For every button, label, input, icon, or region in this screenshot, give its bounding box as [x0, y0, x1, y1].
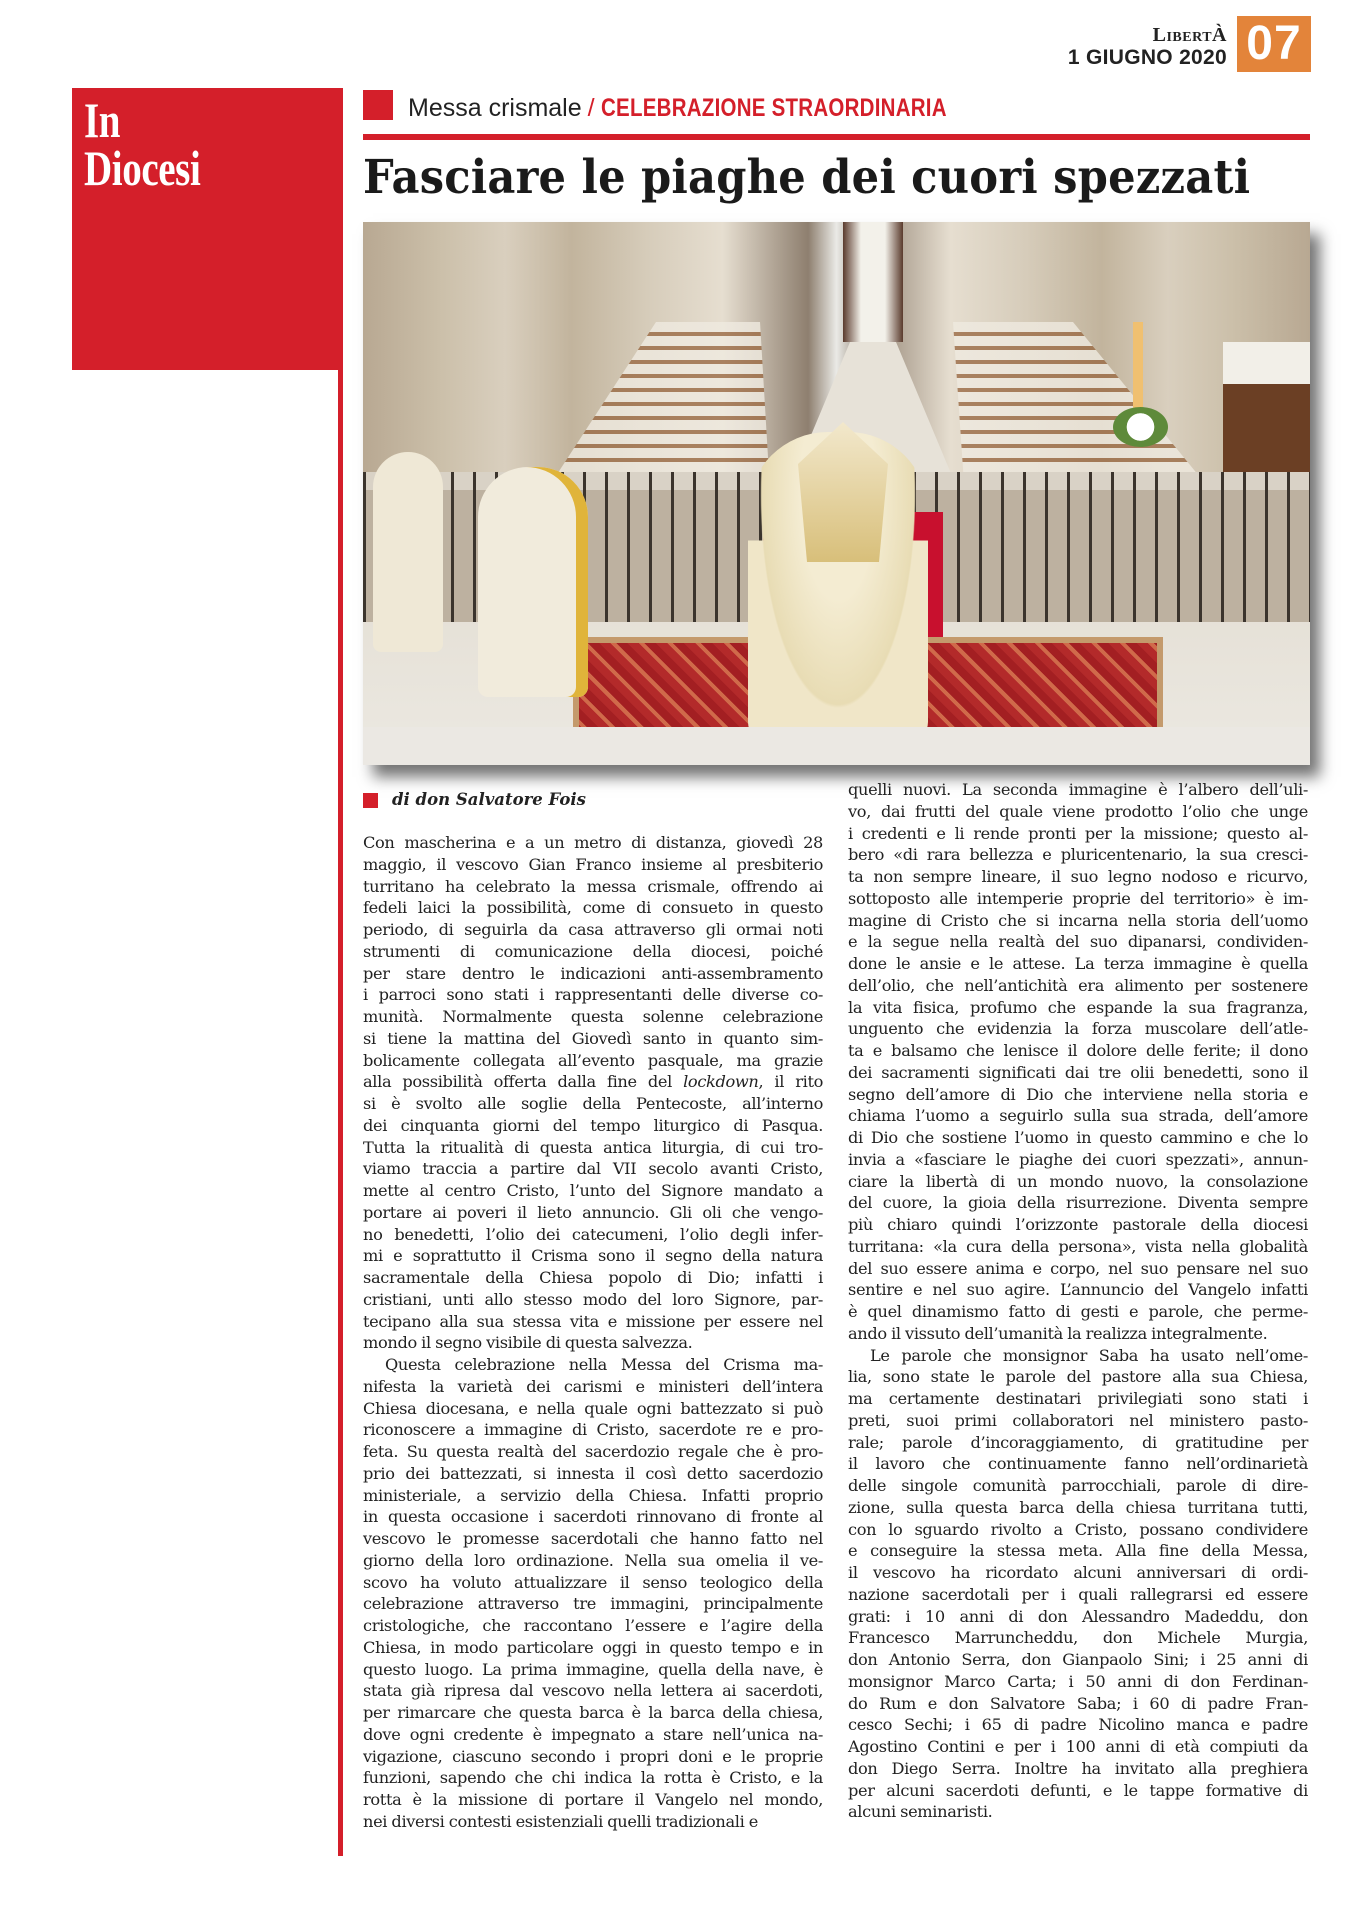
article-line: per alcuni sacerdoti defunti, e le tappe formative di	[848, 1780, 1308, 1800]
photo-door	[843, 222, 903, 342]
article-line: strumenti di comunicazione della diocesi, poiché	[363, 941, 823, 961]
article-line: portare ai poveri il lieto annuncio. Gli oli che vengo-	[363, 1202, 823, 1222]
article-line: stata già ripresa dal vescovo nella lettera ai sacerdoti,	[363, 1681, 823, 1701]
article-line: la vita fisica, profumo che espande la sua fragranza,	[848, 997, 1308, 1017]
byline: di don Salvatore Fois	[392, 790, 586, 809]
article-headline: Fasciare le piaghe dei cuori spezzati	[363, 150, 1251, 205]
article-line: segno dell’amore di Dio che interviene nella storia e	[848, 1084, 1308, 1104]
masthead	[1068, 16, 1311, 72]
issue-date: 1 GIUGNO 2020	[1067, 46, 1227, 69]
article-line: ando il vissuto dell’umanità la realizza integralmente.	[848, 1323, 1268, 1343]
article-paragraph	[848, 1345, 1308, 1824]
kicker	[408, 94, 1022, 122]
article-line: i credenti e li rende pronti per la missione; questo al-	[848, 823, 1308, 843]
article-line: monsignor Marco Carta; i 50 anni di don Ferdinan-	[848, 1671, 1308, 1691]
article-line: cesco Sechi; i 65 di padre Nicolino manca e padre	[848, 1715, 1308, 1735]
article-line: alcuni seminaristi.	[848, 1802, 993, 1822]
article-line: è quel dinamismo fatto di gesti e parole, che perme-	[848, 1302, 1308, 1321]
article-line: dei sacramenti significati dai tre olii benedetti, sono il	[848, 1062, 1308, 1082]
article-line: periodo, di seguirla da casa attraverso gli ormai noti	[363, 920, 823, 939]
article-line: i parroci sono stati i rappresentanti delle diverse co-	[363, 985, 823, 1005]
column-divider-rule	[338, 88, 343, 1856]
article-line: done le ansie e le attese. La terza immagine è quella	[848, 954, 1308, 973]
article-line: vigazione, ciascuno secondo i propri doni e le proprie	[363, 1746, 823, 1766]
article-line: riconoscere a immagine di Cristo, sacerdote re e pro-	[363, 1420, 823, 1440]
article-paragraph	[363, 832, 823, 1354]
article-line: sottoposto alle intemperie proprie del territorio» è im-	[848, 888, 1308, 908]
article-line: il lavoro che continuamente fanno nell’ordinarietà	[848, 1454, 1308, 1474]
article-line: cristologiche, che raccontano l’essere e l’agire della	[363, 1616, 823, 1635]
article-line: viamo traccia a partire dal VII secolo avanti Cristo,	[363, 1159, 823, 1179]
photo-flowers	[1113, 407, 1168, 447]
article-line: vescovo le promesse sacerdotali che hanno fatto nel	[363, 1529, 823, 1548]
article-line: nei diversi contesti esistenziali quelli tradizionali e	[363, 1811, 758, 1831]
article-line: ta e balsamo che lenisce il dolore delle ferite; il dono	[848, 1041, 1308, 1060]
article-line: preti, suoi primi collaboratori nel ministero pasto-	[848, 1410, 1308, 1430]
article-line: Chiesa, in modo particolare oggi in questo tempo e in	[363, 1637, 823, 1657]
article-column-right	[848, 779, 1308, 1823]
article-line: sacramentale della Chiesa popolo di Dio; infatti i	[363, 1268, 823, 1287]
page-number: 07	[1237, 16, 1311, 72]
article-line: chiama l’uomo a seguirlo sulla sua strada, dell’amore	[848, 1106, 1308, 1126]
article-line: celebrazione attraverso tre immagini, principalmente	[363, 1594, 823, 1614]
article-line: nifesta la varietà dei carismi e ministeri dell’intera	[363, 1376, 823, 1396]
article-line: vo, dai frutti del quale viene prodotto l’olio che unge	[848, 801, 1308, 821]
article-line: Con mascherina e a un metro di distanza, giovedì 28	[363, 833, 823, 852]
article-line: don Diego Serra. Inoltre ha invitato alla preghiera	[848, 1758, 1308, 1778]
article-line: quelli nuovi. La seconda immagine è l’albero dell’uli-	[848, 780, 1308, 799]
article-line: dove ogni credente è impegnato a stare nell’unica na-	[363, 1724, 823, 1744]
article-line: mondo il segno visibile di questa salvezza.	[363, 1333, 693, 1353]
article-line: rotta è la missione di portare il Vangelo nel mondo,	[363, 1790, 823, 1809]
article-line: si è svolto alle soglie della Pentecoste, all’interno	[363, 1094, 823, 1113]
article-line: do Rum e don Salvatore Saba; i 60 di padre Fran-	[848, 1693, 1308, 1713]
article-line: del cuore, la gioia della risurrezione. Diventa sempre	[848, 1193, 1308, 1213]
photo-paschal-candle	[1133, 322, 1143, 412]
article-line: dell’olio, che nell’antichità era alimento per sostenere	[848, 975, 1308, 995]
article-line: unguento che evidenzia la forza muscolare dell’atle-	[848, 1019, 1308, 1039]
article-line: in questa occasione i sacerdoti rinnovano di fronte al	[363, 1507, 823, 1527]
article-line: giorno della loro ordinazione. Nella sua omelia il ve-	[363, 1550, 823, 1570]
article-line: feta. Su questa realtà del sacerdozio regale che è pro-	[363, 1442, 823, 1461]
article-line: Le parole che monsignor Saba ha usato nell’ome-	[870, 1345, 1308, 1365]
article-line: questo luogo. La prima immagine, quella della nave, è	[363, 1659, 823, 1679]
article-line: tecipano alla sua stessa vita e missione per essere nel	[363, 1311, 823, 1331]
article-line: fedeli laici la possibilità, come di consueto in questo	[363, 898, 823, 918]
article-line: prio dei battezzati, si innesta il così detto sacerdozio	[363, 1463, 823, 1483]
article-line: nazione sacerdotali per i quali rallegrarsi ed essere	[848, 1584, 1308, 1604]
article-line: e conseguire la stessa meta. Alla fine della Messa,	[848, 1541, 1308, 1561]
article-line: Chiesa diocesana, e nella quale ogni battezzato si può	[363, 1398, 823, 1418]
article-line: zione, sulla questa barca della chiesa turritana tutti,	[848, 1497, 1308, 1517]
article-line: don Antonio Serra, don Gianpaolo Sini; i 25 anni di	[848, 1650, 1308, 1669]
article-line: il vescovo ha ricordato alcuni anniversari di ordi-	[848, 1563, 1308, 1582]
article-line: di Dio che sostiene l’uomo in questo cammino e che lo	[848, 1128, 1308, 1147]
article-line: cristiani, unti allo stesso modo del loro Signore, par-	[363, 1289, 823, 1309]
article-line: lia, sono state le parole del pastore alla sua Chiesa,	[848, 1367, 1308, 1387]
kicker-topic: Messa crismale	[408, 94, 582, 122]
article-line: Agostino Contini e per i 100 anni di età compiuti da	[848, 1737, 1308, 1756]
article-line: alla possibilità offerta dalla fine del lockdown, il rito	[363, 1072, 823, 1092]
article-line: turritano ha celebrato la messa crismale, offrendo ai	[363, 876, 823, 896]
article-line: con lo sguardo rivolto a Cristo, possano condividere	[848, 1519, 1308, 1539]
article-line: dei cinquanta giorni del tempo liturgico di Pasqua.	[363, 1115, 823, 1135]
article-line: no benedetti, l’olio dei catecumeni, l’olio degli infer-	[363, 1224, 823, 1244]
article-line: maggio, il vescovo Gian Franco insieme al presbiterio	[363, 854, 823, 874]
section-title-line1: In	[84, 92, 121, 148]
article-line: si tiene la mattina del Giovedì santo in quanto sim-	[363, 1028, 823, 1048]
section-label-block	[72, 88, 343, 370]
article-line: munità. Normalmente questa solenne celebrazione	[363, 1007, 823, 1026]
section-title	[84, 92, 201, 196]
kicker-rule	[363, 134, 1310, 140]
article-line: per rimarcare che questa barca è la barca della chiesa,	[363, 1703, 823, 1722]
kicker-square-icon	[363, 90, 393, 120]
byline-square-icon	[363, 793, 378, 808]
article-line: e la segue nella realtà del suo dipanarsi, condividen-	[848, 932, 1308, 952]
kicker-category: CELEBRAZIONE STRAORDINARIA	[600, 94, 947, 122]
article-line: ta non sempre lineare, il suo legno nodoso e ricurvo,	[848, 867, 1308, 886]
article-line: ciare la libertà di un mondo nuovo, la consolazione	[848, 1171, 1308, 1191]
photo-priest-seated	[478, 467, 588, 697]
article-line: ma certamente destinatari privilegiati sono stati i	[848, 1389, 1308, 1408]
article-line: sentire e nel suo agire. L’annuncio del Vangelo infatti	[848, 1280, 1308, 1300]
article-line: mette al centro Cristo, l’unto del Signore mandato a	[363, 1181, 823, 1200]
article-line: più chiaro quindi l’orizzonte pastorale della diocesi	[848, 1215, 1308, 1234]
italic-term: lockdown	[683, 1072, 759, 1092]
article-line: del suo essere anima e corpo, nel suo pensare nel suo	[848, 1258, 1308, 1278]
article-column-left	[363, 832, 823, 1833]
article-line: funzioni, sapendo che chi indica la rotta è Cristo, e la	[363, 1768, 823, 1788]
article-line: mi e soprattutto il Crisma sono il segno della natura	[363, 1246, 823, 1266]
photo-cathedral-interior	[363, 222, 1310, 765]
article-line: rale; parole d’incoraggiamento, di gratitudine per	[848, 1432, 1308, 1452]
section-title-line2: Diocesi	[84, 140, 201, 196]
article-line: delle singole comunità parrocchiali, parole di dire-	[848, 1476, 1308, 1495]
article-photo	[363, 222, 1310, 765]
article-paragraph	[848, 779, 1308, 1345]
article-line: Francesco Marruncheddu, don Michele Murgia,	[848, 1628, 1308, 1648]
photo-floor-edge	[363, 727, 1310, 765]
article-line: ministeriale, a servizio della Chiesa. Infatti proprio	[363, 1485, 823, 1505]
article-line: Tutta la ritualità di questa antica liturgia, di cui tro-	[363, 1137, 823, 1157]
article-line: per stare dentro le indicazioni anti-assembramento	[363, 963, 823, 983]
article-line: grati: i 10 anni di don Alessandro Madeddu, don	[848, 1606, 1308, 1626]
article-line: turritana: «la cura della persona», vista nella globalità	[848, 1236, 1308, 1256]
photo-priest-left	[373, 452, 443, 652]
publication-name: LibertÀ	[1152, 24, 1227, 46]
article-line: bero «di rara bellezza e pluricentenario, la sua cresci-	[848, 845, 1308, 865]
article-line: magine di Cristo che si incarna nella storia dell’uomo	[848, 910, 1308, 930]
article-paragraph	[363, 1354, 823, 1833]
article-line: bolicamente collegata all’evento pasquale, ma grazie	[363, 1050, 823, 1070]
article-line: scovo ha voluto attualizzare il senso teologico della	[363, 1572, 823, 1592]
kicker-separator: /	[587, 94, 595, 122]
masthead-text	[1068, 24, 1227, 70]
article-line: invia a «fasciare le piaghe dei cuori spezzati», annun-	[848, 1149, 1308, 1169]
article-line: Questa celebrazione nella Messa del Crisma ma-	[385, 1355, 823, 1374]
